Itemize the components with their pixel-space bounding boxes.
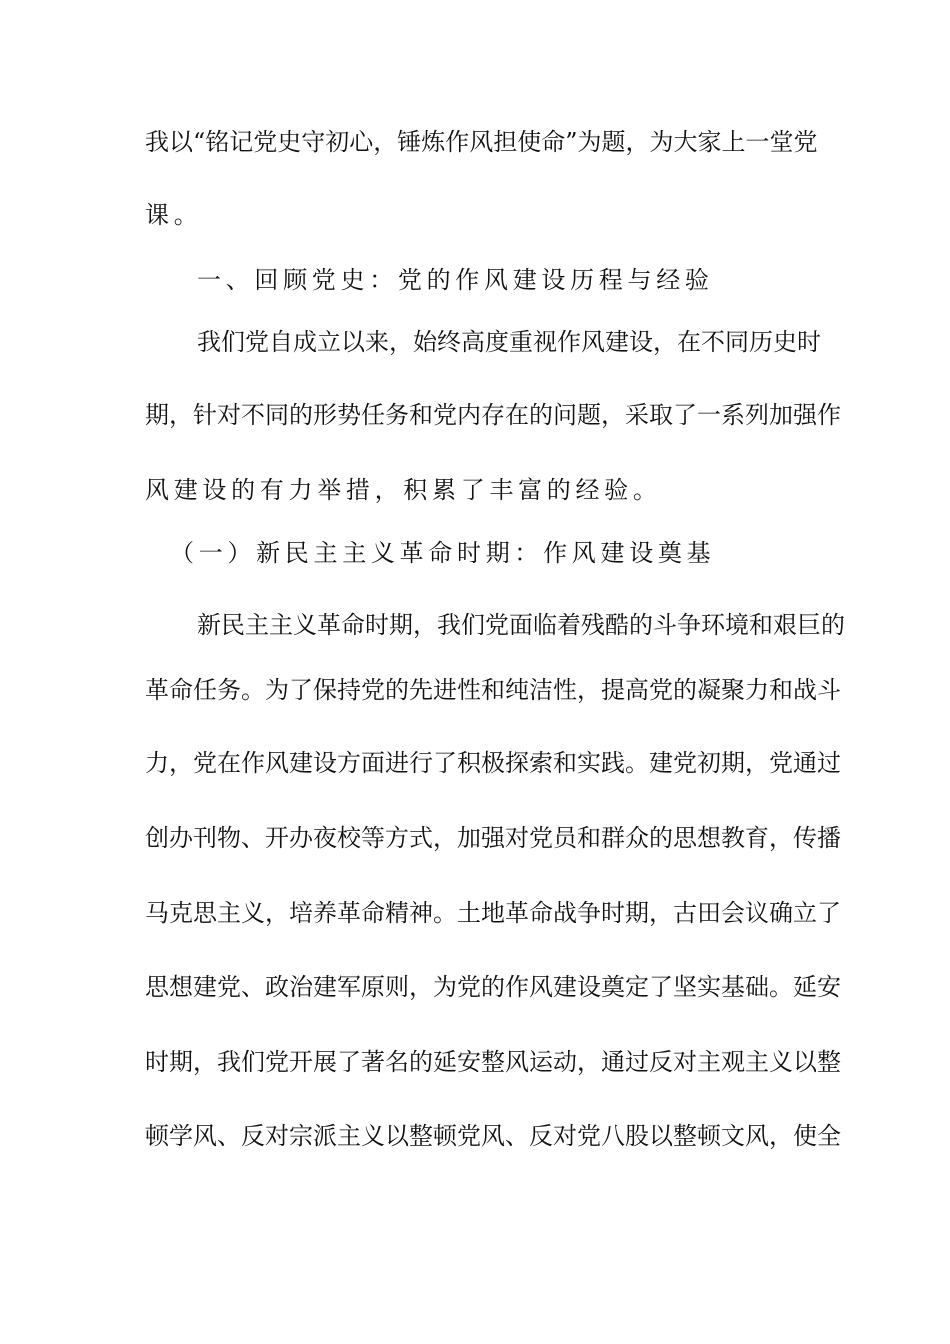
paragraph-line: 思想建党、政治建军原则，为党的作风建设奠定了坚实基础。延安 <box>145 973 841 1001</box>
paragraph-line: 我以“铭记党史守初心，锤炼作风担使命”为题，为大家上一堂党 <box>145 128 818 156</box>
paragraph-line: 力，党在作风建设方面进行了积极探索和实践。建党初期，党通过 <box>145 749 841 777</box>
paragraph-line: 顿学风、反对宗派主义以整顿党风、反对党八股以整顿文风，使全 <box>145 1122 841 1150</box>
section-heading: 一、回顾党史：党的作风建设历程与经验 <box>197 266 714 294</box>
paragraph-line: 时期，我们党开展了著名的延安整风运动，通过反对主观主义以整 <box>145 1048 841 1076</box>
paragraph-line: 风建设的有力举措，积累了丰富的经验。 <box>145 476 662 504</box>
paragraph-line: 创办刊物、开办夜校等方式，加强对党员和群众的思想教育，传播 <box>145 824 841 852</box>
paragraph-line: 我们党自成立以来，始终高度重视作风建设，在不同历史时 <box>197 328 821 356</box>
paragraph-line: 新民主主义革命时期，我们党面临着残酷的斗争环境和艰巨的 <box>197 611 845 639</box>
paragraph-line: 马克思主义，培养革命精神。土地革命战争时期，古田会议确立了 <box>145 899 841 927</box>
paragraph-line: 课。 <box>145 201 203 229</box>
paragraph-line: 期，针对不同的形势任务和党内存在的问题，采取了一系列加强作 <box>145 401 841 429</box>
subsection-heading: （一）新民主主义革命时期：作风建设奠基 <box>170 539 716 567</box>
paragraph-line: 革命任务。为了保持党的先进性和纯洁性，提高党的凝聚力和战斗 <box>145 676 841 704</box>
